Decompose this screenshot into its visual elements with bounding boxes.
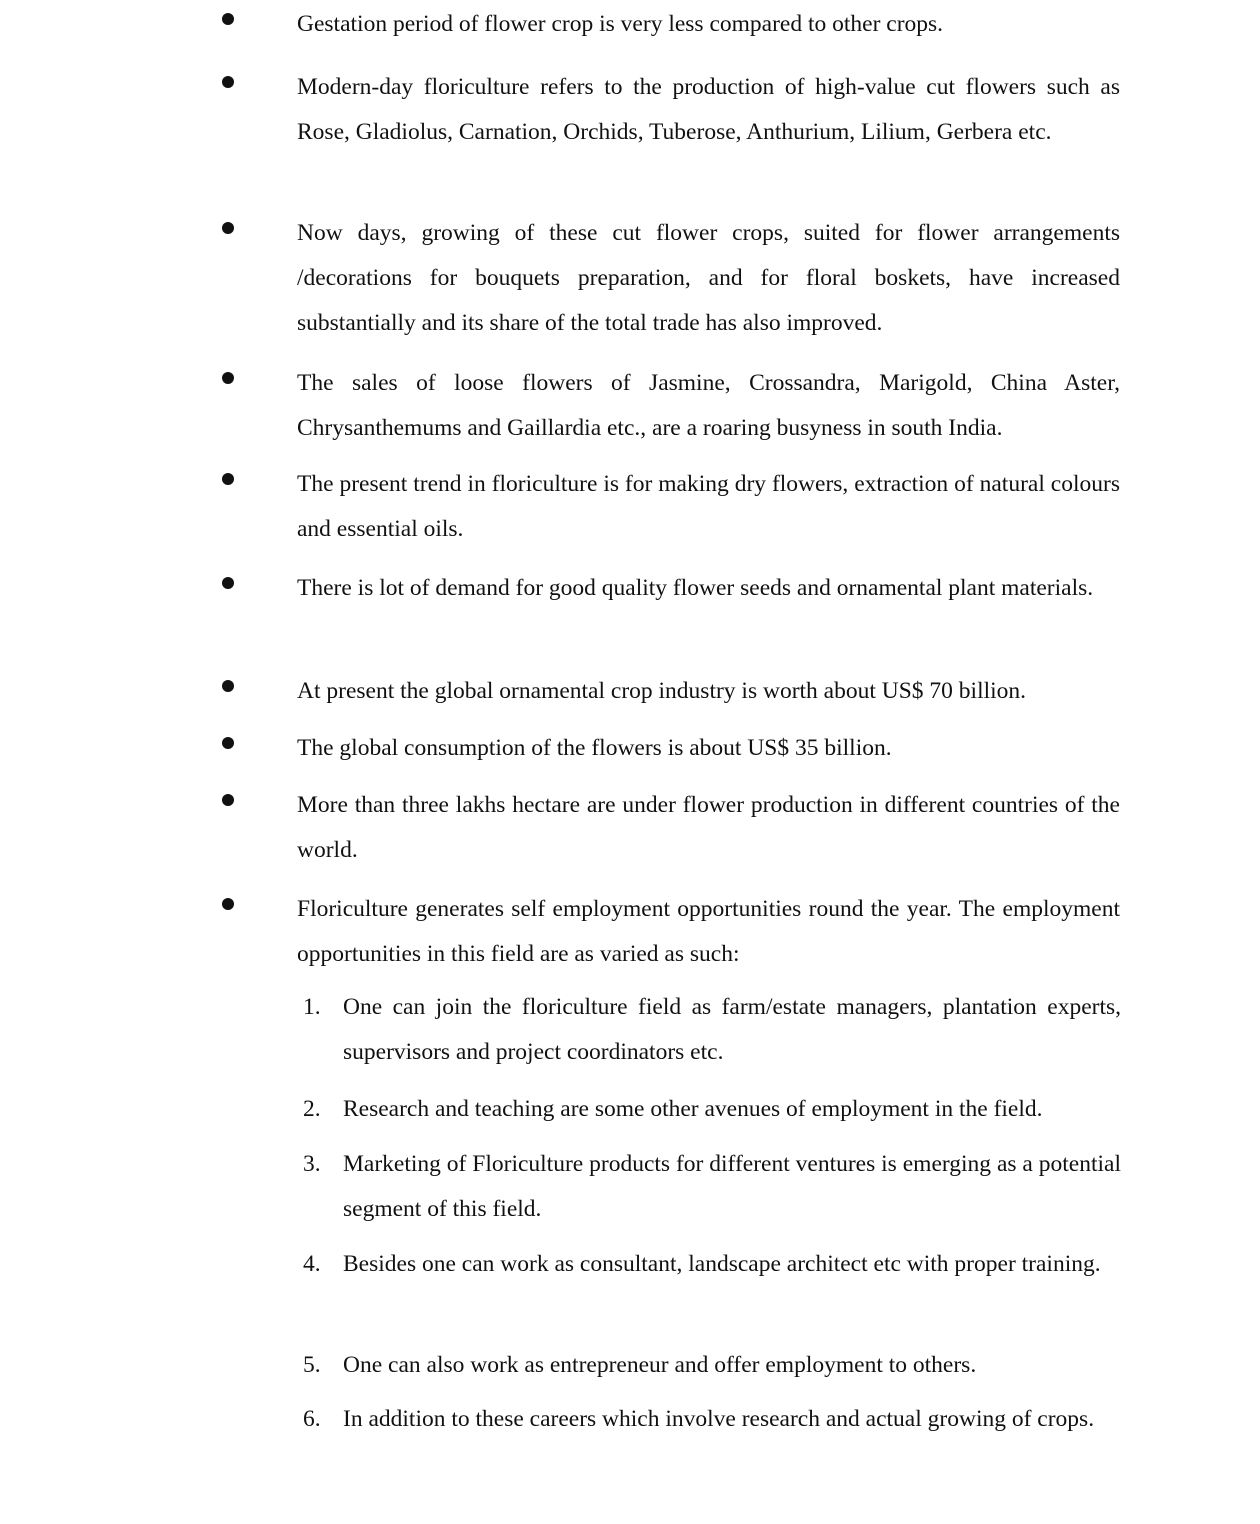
bullet-icon [222, 577, 234, 589]
numbered-item [303, 1397, 1121, 1442]
bullet-item: The present trend in floriculture is for making dry flowers, extraction of natural colours and essential oils. [297, 471, 1120, 542]
item-text: One can also work as entrepreneur and offer employment to others. [343, 1352, 977, 1378]
item-text: Research and teaching are some other avenues of employment in the field. [343, 1096, 1043, 1122]
bullet-item: Gestation period of flower crop is very less compared to other crops. [297, 11, 944, 37]
bullet-item: Now days, growing of these cut flower crops, suited for flower arrangements /decorations for bouquets preparation, and for floral boskets, have increased substantially and its share of the total trade has also improved. [297, 220, 1120, 336]
bullet-icon [222, 473, 234, 485]
bullet-icon [222, 76, 234, 88]
numbered-item [303, 1142, 1121, 1232]
bullet-icon [222, 222, 234, 234]
bullet-item: The global consumption of the flowers is about US$ 35 billion. [297, 735, 892, 761]
bullet-item: Modern-day floriculture refers to the production of high-value cut flowers such as Rose, Gladiolus, Carnation, Orchids, Tuberose, Anthurium, Lilium, Gerbera etc. [297, 74, 1120, 145]
bullet-icon [222, 794, 234, 806]
bullet-item: There is lot of demand for good quality flower seeds and ornamental plant materials. [297, 575, 1094, 601]
item-text: One can join the floriculture field as farm/estate managers, plantation experts, supervisors and project coordinators etc. [343, 994, 1121, 1065]
bullet-item: More than three lakhs hectare are under flower production in different countries of the world. [297, 792, 1120, 863]
item-number: 2. [303, 1096, 321, 1122]
bullet-icon [222, 898, 234, 910]
bullet-icon [222, 372, 234, 384]
numbered-item [303, 1242, 1121, 1287]
bullet-icon [222, 13, 234, 25]
bullet-item: Floriculture generates self employment opportunities round the year. The employment opportunities in this field are as varied as such: [297, 896, 1120, 967]
item-number: 3. [303, 1151, 321, 1177]
item-text: Besides one can work as consultant, landscape architect etc with proper training. [343, 1251, 1101, 1277]
item-number: 6. [303, 1406, 321, 1432]
bullet-item: At present the global ornamental crop industry is worth about US$ 70 billion. [297, 678, 1027, 704]
item-number: 4. [303, 1251, 321, 1277]
item-number: 5. [303, 1352, 321, 1378]
numbered-item [303, 985, 1121, 1075]
item-text: In addition to these careers which involve research and actual growing of crops. [343, 1406, 1095, 1432]
numbered-item [303, 1343, 1121, 1388]
bullet-item: The sales of loose flowers of Jasmine, Crossandra, Marigold, China Aster, Chrysanthemums and Gaillardia etc., are a roaring busyness in south India. [297, 370, 1120, 441]
bullet-icon [222, 680, 234, 692]
item-number: 1. [303, 994, 321, 1020]
numbered-item [303, 1087, 1121, 1132]
item-text: Marketing of Floriculture products for different ventures is emerging as a potential segment of this field. [343, 1151, 1121, 1222]
bullet-icon [222, 737, 234, 749]
